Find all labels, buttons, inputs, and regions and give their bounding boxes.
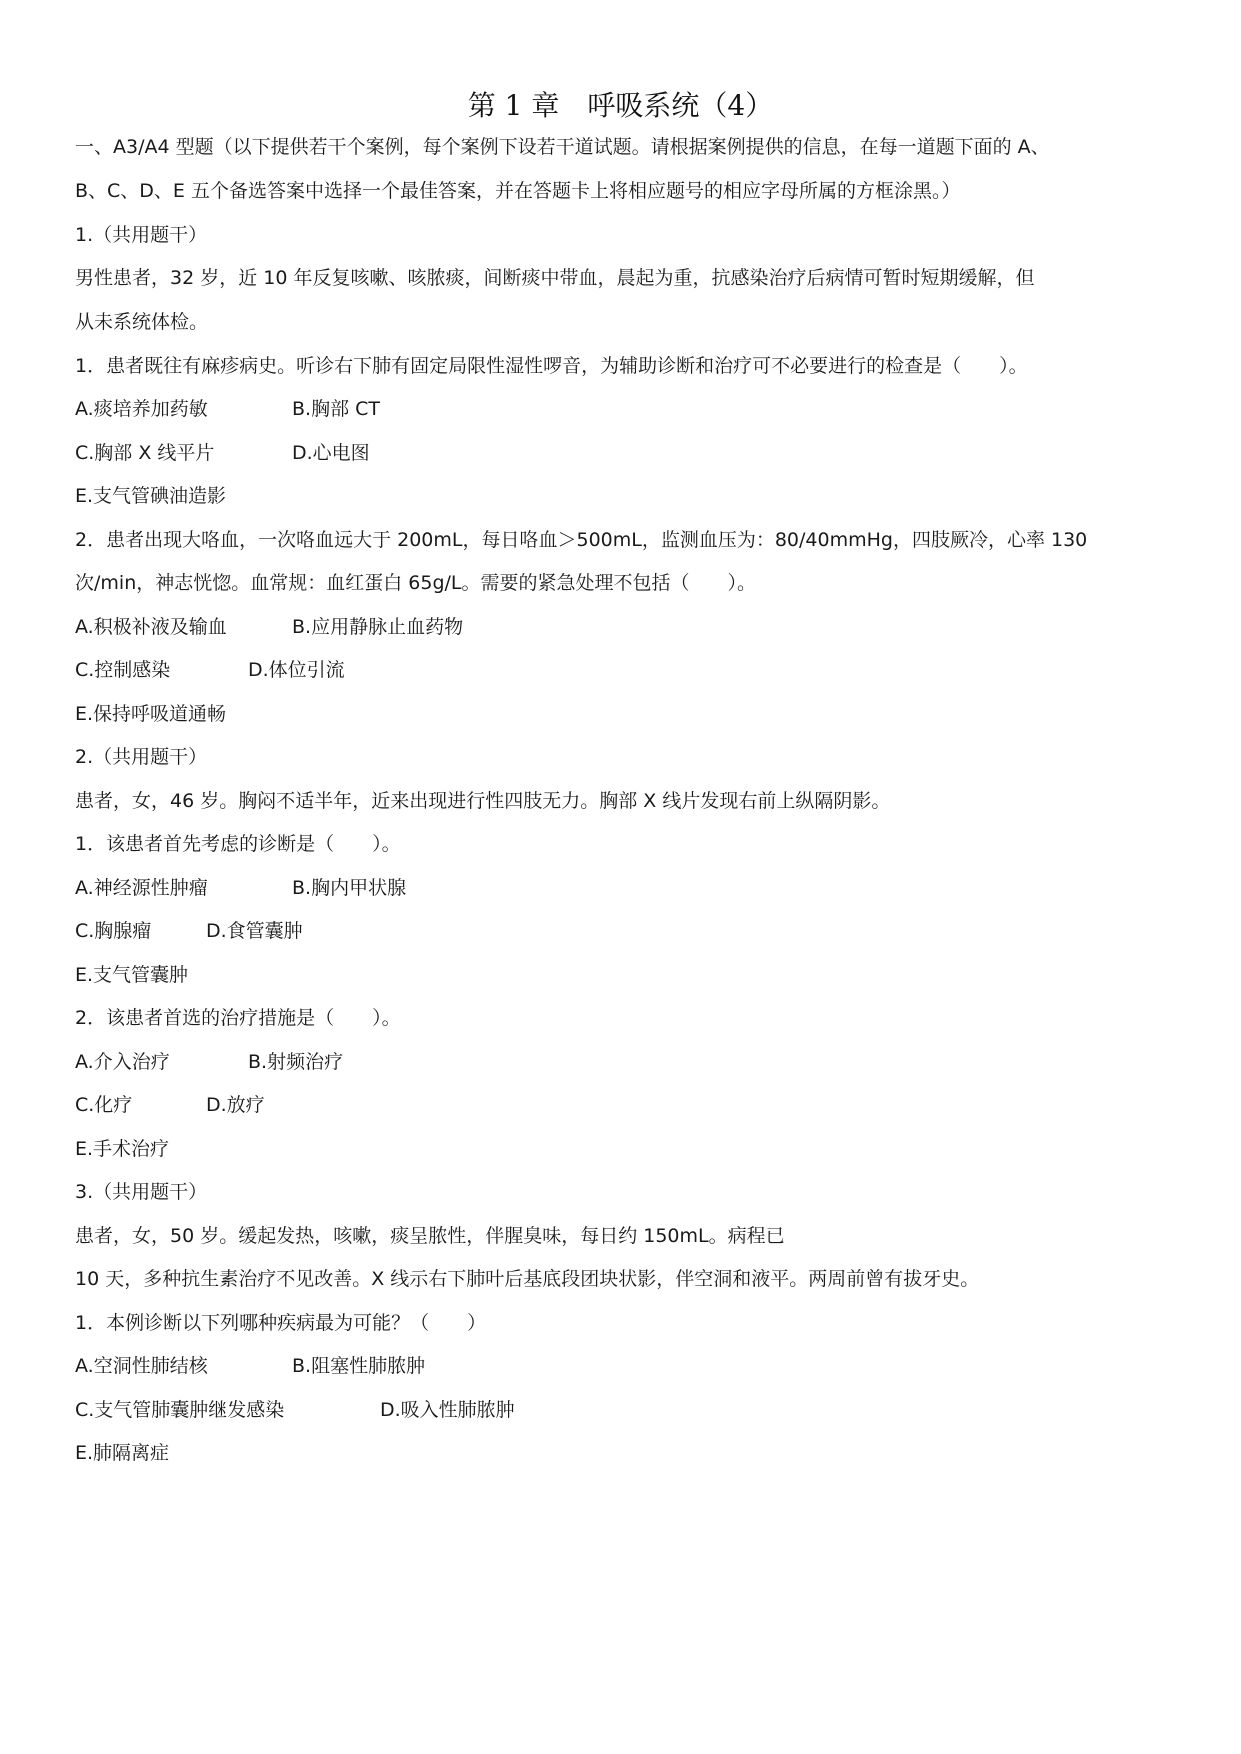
case-1-stem-line-2: 从未系统体检。 xyxy=(75,311,209,333)
case-2-label: 2.（共用题干） xyxy=(75,746,208,768)
case-3-q1-option-b: B.阻塞性肺脓肿 xyxy=(292,1355,426,1377)
case-2-question-1: 1．该患者首先考虑的诊断是（ ）。 xyxy=(75,833,401,855)
section-intro-line-1: 一、A3/A4 型题（以下提供若干个案例，每个案例下设若干道试题。请根据案例提供的信息，在每一道题下面的 A、 xyxy=(75,136,1050,158)
case-2-q2-option-e: E.手术治疗 xyxy=(75,1138,170,1160)
case-1-q2-option-b: B.应用静脉止血药物 xyxy=(292,616,464,638)
case-1-question-1: 1．患者既往有麻疹病史。听诊右下肺有固定局限性湿性啰音，为辅助诊断和治疗可不必要进行的检查是（ ）。 xyxy=(75,355,1028,377)
case-2-q2-option-c: C.化疗 xyxy=(75,1094,133,1116)
case-3-q1-option-c: C.支气管肺囊肿继发感染 xyxy=(75,1399,285,1421)
case-3-stem-line-2: 10 天，多种抗生素治疗不见改善。X 线示右下肺叶后基底段团块状影，伴空洞和液平。两周前曾有拔牙史。 xyxy=(75,1268,980,1290)
case-2-stem-line-1: 患者，女，46 岁。胸闷不适半年，近来出现进行性四肢无力。胸部 X 线片发现右前上纵隔阴影。 xyxy=(75,790,891,812)
case-1-q2-option-a: A.积极补液及输血 xyxy=(75,616,227,638)
case-1-question-2-line-1: 2．患者出现大咯血，一次咯血远大于 200mL，每日咯血＞500mL，监测血压为：80/40mmHg，四肢厥冷，心率 130 xyxy=(75,529,1088,551)
case-3-question-1: 1．本例诊断以下列哪种疾病最为可能？（ ） xyxy=(75,1312,487,1334)
case-1-label: 1.（共用题干） xyxy=(75,224,208,246)
case-1-q1-option-b: B.胸部 CT xyxy=(292,398,380,420)
case-2-q2-option-a: A.介入治疗 xyxy=(75,1051,170,1073)
case-1-question-2-line-2: 次/min，神志恍惚。血常规：血红蛋白 65g/L。需要的紧急处理不包括（ ）。 xyxy=(75,572,756,594)
case-2-q1-option-c: C.胸腺瘤 xyxy=(75,920,152,942)
section-intro-line-2: B、C、D、E 五个备选答案中选择一个最佳答案，并在答题卡上将相应题号的相应字母所属的方框涂黑。） xyxy=(75,180,961,202)
case-2-q1-option-e: E.支气管囊肿 xyxy=(75,964,189,986)
case-1-q1-option-a: A.痰培养加药敏 xyxy=(75,398,208,420)
case-2-q1-option-b: B.胸内甲状腺 xyxy=(292,877,407,899)
case-1-q1-option-c: C.胸部 X 线平片 xyxy=(75,442,215,464)
case-1-q2-option-c: C.控制感染 xyxy=(75,659,171,681)
case-2-q1-option-a: A.神经源性肿瘤 xyxy=(75,877,208,899)
chapter-title: 第 1 章 呼吸系统（4） xyxy=(467,89,774,122)
case-2-question-2: 2．该患者首选的治疗措施是（ ）。 xyxy=(75,1007,401,1029)
case-3-q1-option-d: D.吸入性肺脓肿 xyxy=(380,1399,515,1421)
case-2-q1-option-d: D.食管囊肿 xyxy=(206,920,303,942)
case-1-q1-option-d: D.心电图 xyxy=(292,442,370,464)
case-1-q2-option-e: E.保持呼吸道通畅 xyxy=(75,703,227,725)
case-2-q2-option-d: D.放疗 xyxy=(206,1094,265,1116)
case-1-q2-option-d: D.体位引流 xyxy=(248,659,345,681)
case-3-label: 3.（共用题干） xyxy=(75,1181,208,1203)
case-3-q1-option-a: A.空洞性肺结核 xyxy=(75,1355,208,1377)
case-1-q1-option-e: E.支气管碘油造影 xyxy=(75,485,227,507)
case-3-stem-line-1: 患者，女，50 岁。缓起发热，咳嗽，痰呈脓性，伴腥臭味，每日约 150mL。病程已 xyxy=(75,1225,785,1247)
case-2-q2-option-b: B.射频治疗 xyxy=(248,1051,344,1073)
case-3-q1-option-e: E.肺隔离症 xyxy=(75,1442,170,1464)
case-1-stem-line-1: 男性患者，32 岁，近 10 年反复咳嗽、咳脓痰，间断痰中带血，晨起为重，抗感染治疗后病情可暂时短期缓解，但 xyxy=(75,267,1035,289)
